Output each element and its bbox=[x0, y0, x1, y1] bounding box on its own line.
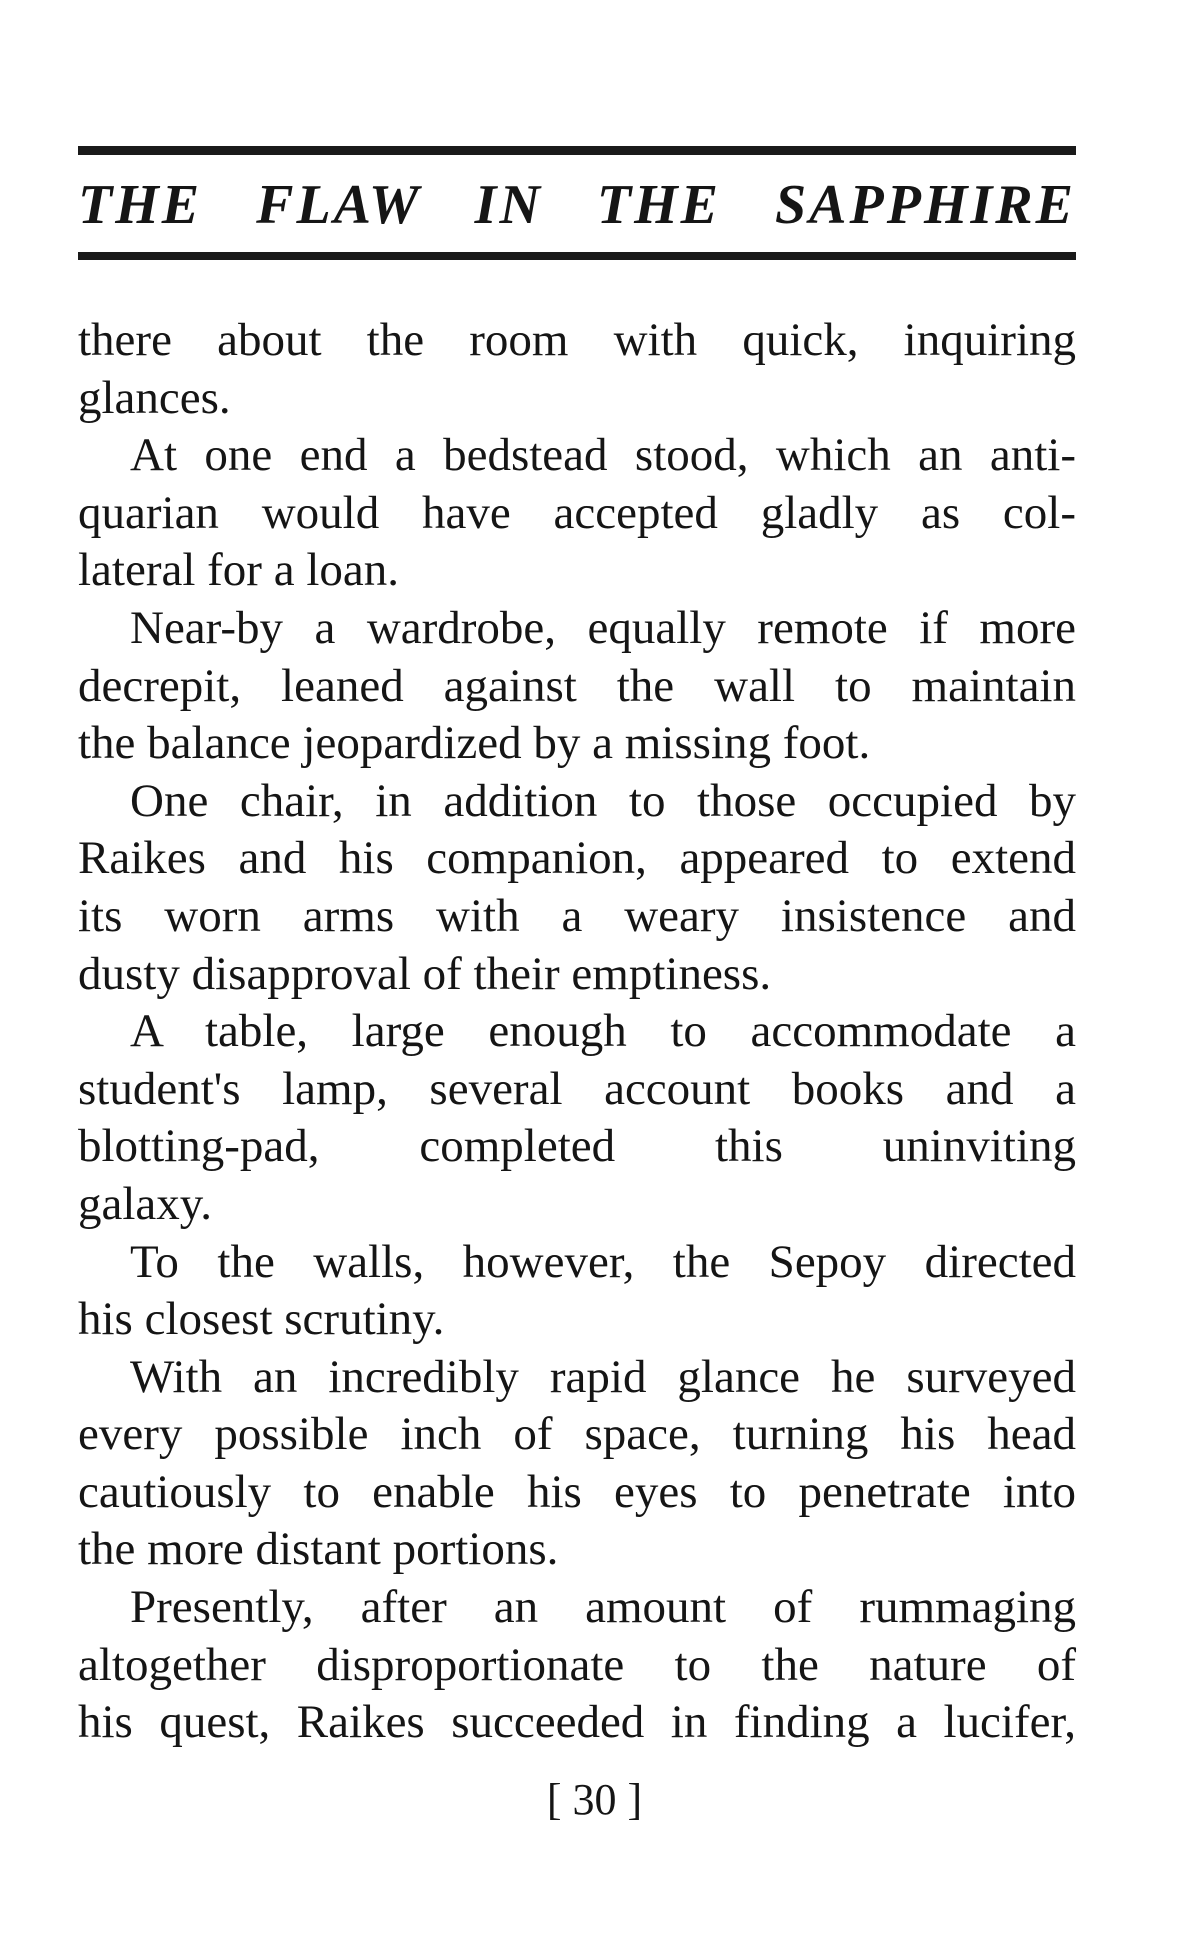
body-text bbox=[78, 312, 1076, 1752]
text-line: At one end a bedstead stood, which an anti- bbox=[130, 429, 1076, 482]
text-line: glances. bbox=[78, 371, 231, 424]
text-line: the more distant portions. bbox=[78, 1523, 559, 1576]
text-line: Near-by a wardrobe, equally remote if more bbox=[130, 601, 1076, 654]
text-line: the balance jeopardized by a missing foot. bbox=[78, 717, 871, 770]
paragraph bbox=[78, 1349, 1076, 1579]
text-line: dusty disapproval of their emptiness. bbox=[78, 947, 772, 1000]
text-line: his closest scrutiny. bbox=[78, 1293, 445, 1346]
text-line: blotting-pad, completed this uninviting bbox=[78, 1120, 1076, 1173]
text-line: its worn arms with a weary insistence and bbox=[78, 889, 1076, 942]
text-line: galaxy. bbox=[78, 1177, 212, 1230]
text-line: A table, large enough to accommodate a bbox=[130, 1005, 1076, 1058]
text-line: his quest, Raikes succeeded in finding a lucifer, bbox=[78, 1696, 1076, 1749]
text-line: every possible inch of space, turning his head bbox=[78, 1408, 1076, 1461]
text-line: To the walls, however, the Sepoy directed bbox=[130, 1235, 1076, 1288]
text-line: Presently, after an amount of rummaging bbox=[130, 1581, 1076, 1634]
text-line: there about the room with quick, inquiring bbox=[78, 314, 1076, 366]
text-line: altogether disproportionate to the nature of bbox=[78, 1638, 1076, 1691]
running-head: THE FLAW IN THE SAPPHIRE bbox=[78, 174, 1076, 236]
text-line: quarian would have accepted gladly as col- bbox=[78, 486, 1076, 539]
page-number: [ 30 ] bbox=[546, 1775, 643, 1824]
text-line: cautiously to enable his eyes to penetrate into bbox=[78, 1465, 1076, 1518]
paragraph bbox=[78, 1234, 1076, 1349]
paragraph bbox=[78, 427, 1076, 600]
header-rule-top bbox=[78, 146, 1076, 155]
text-line: lateral for a loan. bbox=[78, 544, 399, 597]
text-line: One chair, in addition to those occupied by bbox=[130, 774, 1076, 827]
paragraph bbox=[78, 1003, 1076, 1233]
paragraph bbox=[78, 600, 1076, 773]
text-line: Raikes and his companion, appeared to extend bbox=[78, 832, 1076, 885]
paragraph bbox=[78, 1579, 1076, 1752]
text-line: With an incredibly rapid glance he surveyed bbox=[130, 1350, 1076, 1403]
text-line: decrepit, leaned against the wall to maintain bbox=[78, 659, 1076, 712]
paragraph bbox=[78, 773, 1076, 1003]
header-rule-bottom bbox=[78, 252, 1076, 260]
text-line: student's lamp, several account books and a bbox=[78, 1062, 1076, 1115]
paragraph bbox=[78, 312, 1076, 427]
